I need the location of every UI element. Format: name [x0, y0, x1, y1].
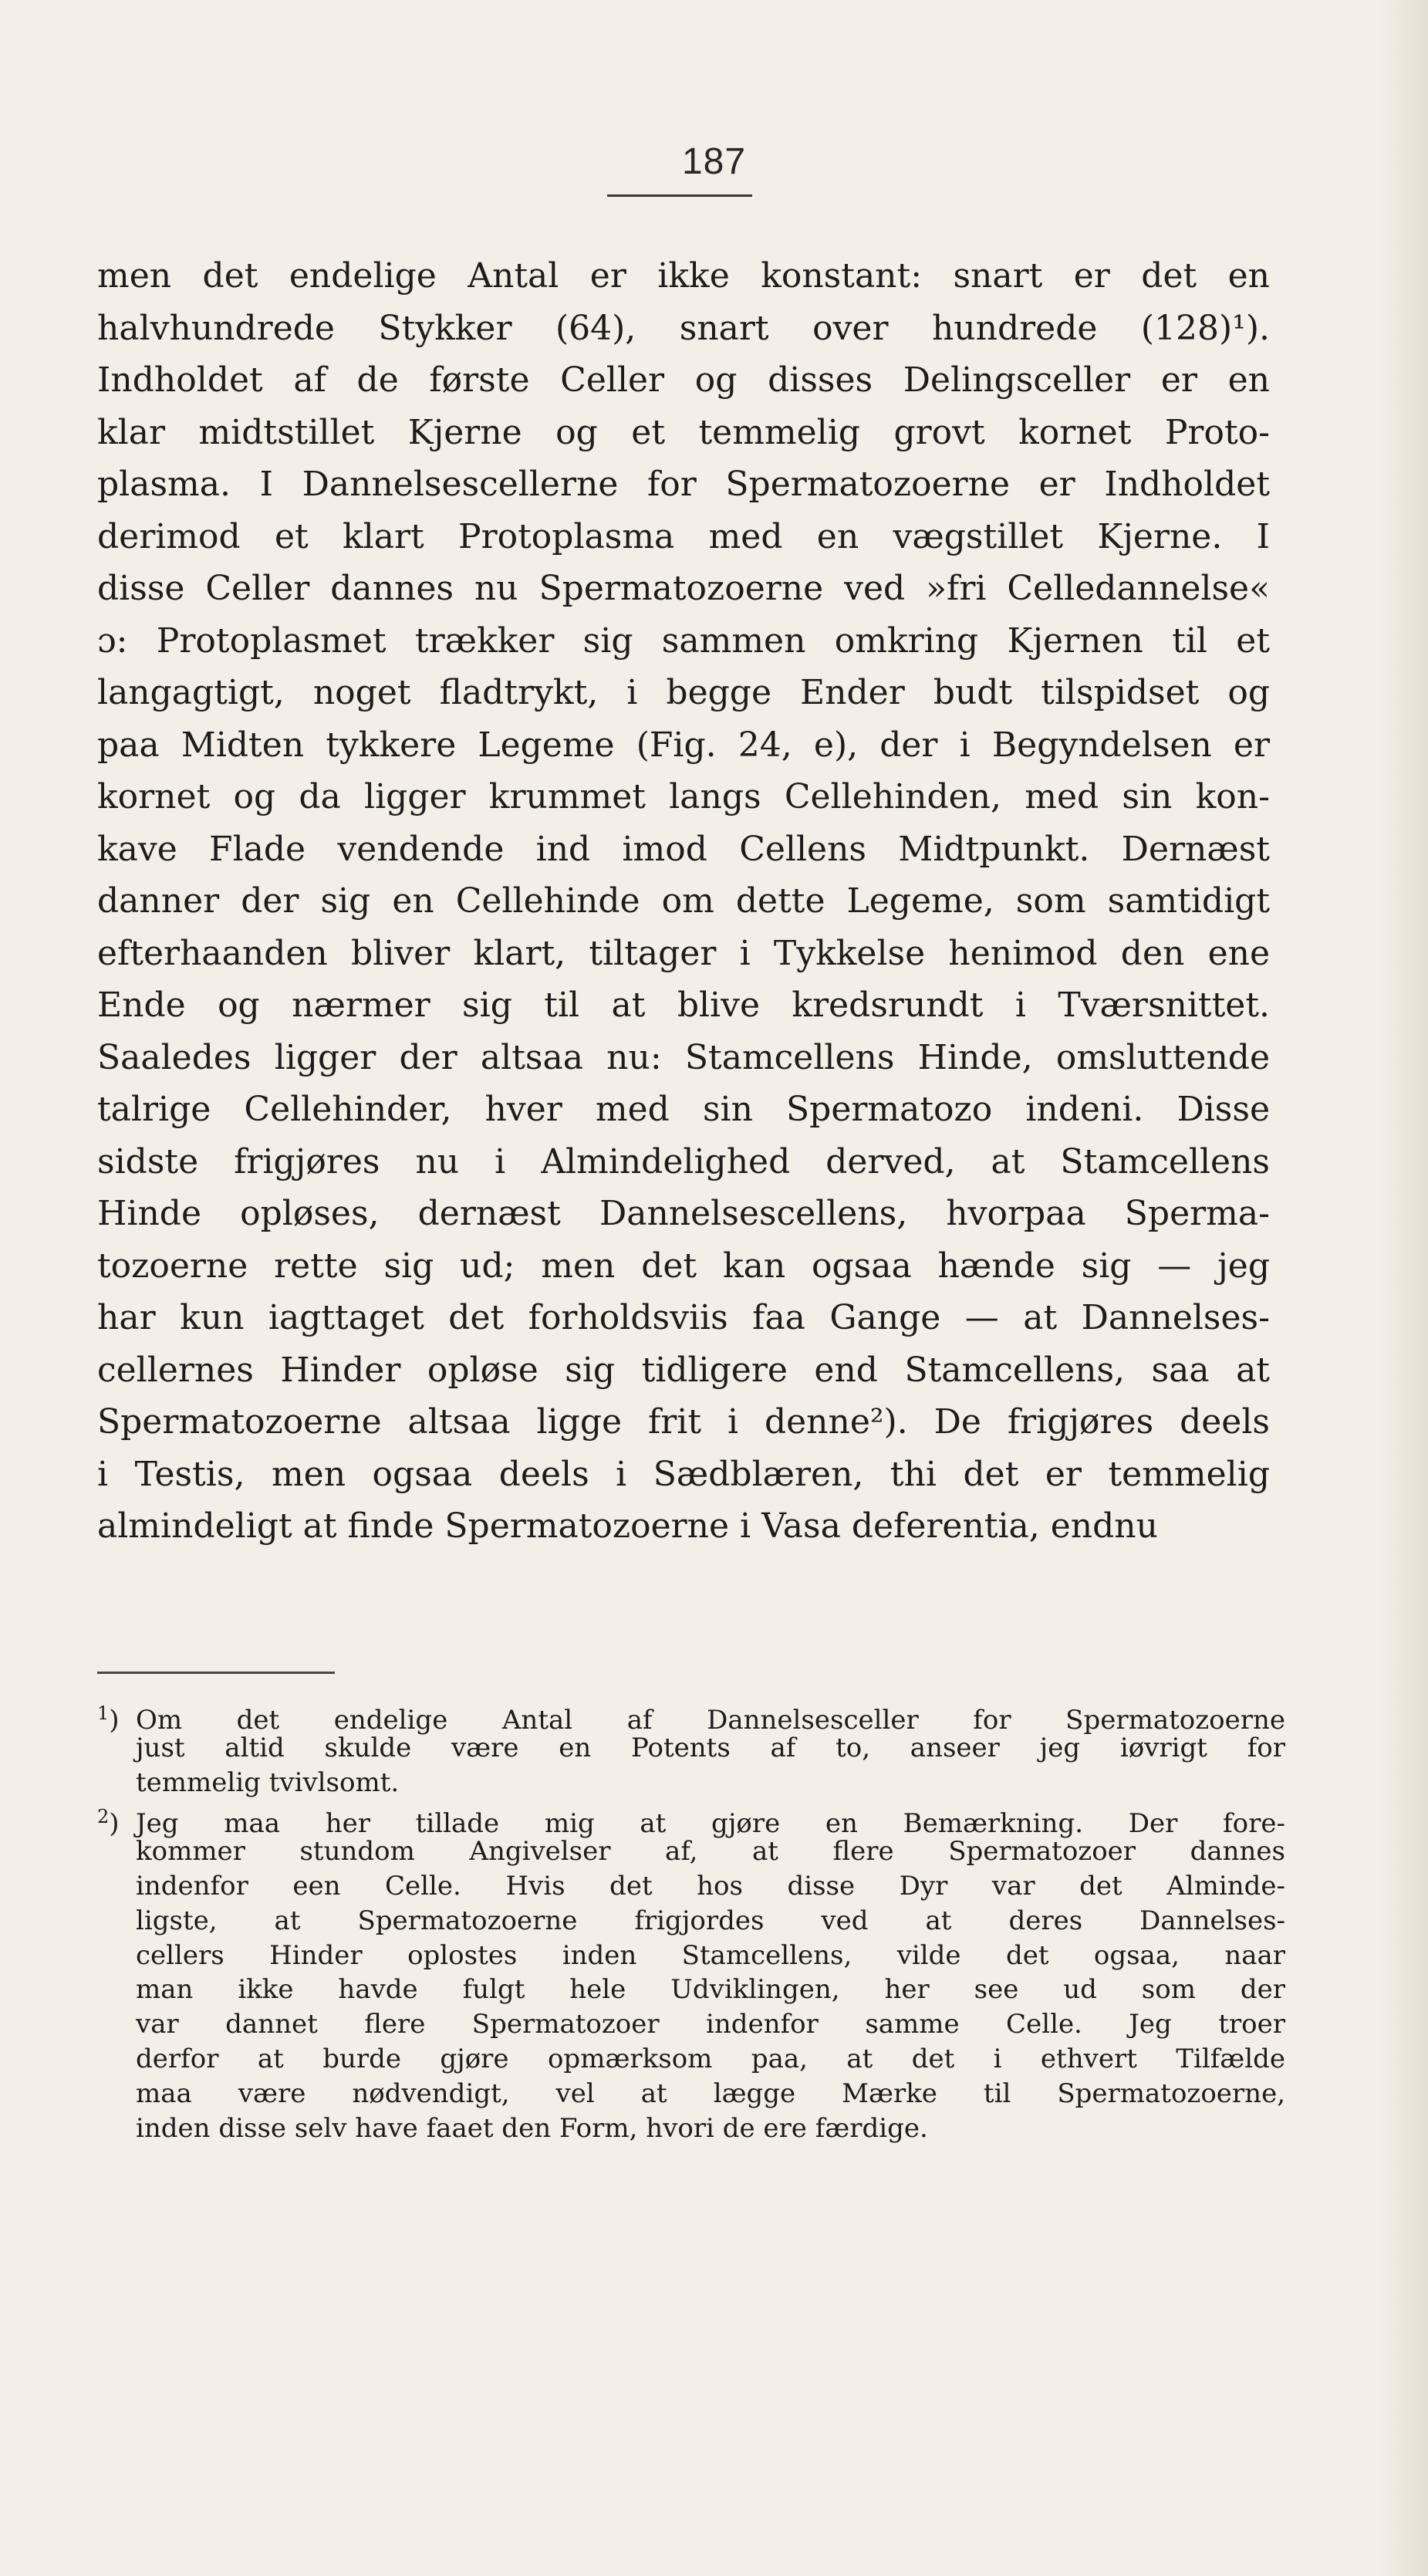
text-line: klar midtstillet Kjerne og et temmelig grovt kornet Proto- [97, 412, 1270, 452]
footnote-1-line: just altid skulde være en Potents af to, anseer jeg iøvrigt for [136, 1732, 1285, 1763]
text-line: tozoerne rette sig ud; men det kan ogsaa hænde sig — jeg [97, 1246, 1270, 1286]
text-line: disse Celler dannes nu Spermatozoerne ved »fri Celledannelse« [97, 569, 1270, 608]
footnote-text: Om det endelige Antal af Dannelsesceller for Spermatozoerne [136, 1705, 1285, 1736]
page-edge-shadow [1382, 0, 1428, 2576]
footnote-text: Jeg maa her tillade mig at gjøre en Bemærkning. Der fore- [136, 1808, 1285, 1840]
text-line: danner der sig en Cellehinde om dette Legeme, som samtidigt [97, 881, 1270, 921]
text-line: i Testis, men ogsaa deels i Sædblæren, thi det er temmelig [97, 1454, 1270, 1494]
footnote-2-line: var dannet flere Spermatozoer indenfor samme Celle. Jeg troer [136, 2009, 1285, 2040]
text-line: kave Flade vendende ind imod Cellens Midtpunkt. Dernæst [97, 829, 1270, 869]
footnote-marker: $^1$) [97, 1702, 120, 1736]
text-line: efterhaanden bliver klart, tiltager i Tykkelse henimod den ene [97, 933, 1270, 973]
text-line: cellernes Hinder opløse sig tidligere end Stamcellens, saa at [97, 1350, 1270, 1390]
page-number-underline [607, 194, 752, 197]
text-line: Indholdet af de første Celler og disses Delingsceller er en [97, 360, 1270, 400]
text-line: almindeligt at finde Spermatozoerne i Vasa deferentia, endnu [97, 1506, 1158, 1546]
text-line: ɔ: Protoplasmet trækker sig sammen omkring Kjernen til et [97, 620, 1270, 661]
text-line: talrige Cellehinder, hver med sin Spermatozo indeni. Disse [97, 1090, 1270, 1129]
footnote-2-line [97, 1800, 1285, 1840]
text-line: men det endelige Antal er ikke konstant: snart er det en [97, 256, 1270, 296]
footnote-2-line: man ikke havde fulgt hele Udviklingen, her see ud som der [136, 1974, 1285, 2006]
text-line: Hinde opløses, dernæst Dannelsescellens, hvorpaa Sperma- [97, 1194, 1270, 1233]
footnote-2-line: maa være nødvendigt, vel at lægge Mærke til Spermatozoerne, [136, 2077, 1285, 2109]
footnote-number: 1 [97, 1702, 110, 1724]
footnote-separator [97, 1672, 335, 1674]
page-number: 187 [681, 141, 747, 182]
footnotes [97, 1696, 1285, 2145]
text-line: plasma. I Dannelsescellerne for Spermatozoerne er Indholdet [97, 465, 1270, 504]
footnote-1-line [97, 1696, 1285, 1736]
footnote-marker: $^2$) [97, 1806, 120, 1840]
text-line: derimod et klart Protoplasma med en vægstillet Kjerne. I [97, 516, 1270, 556]
text-line: sidste frigjøres nu i Almindelighed derved, at Stamcellens [97, 1141, 1270, 1182]
footnote-2-line: indenfor een Celle. Hvis det hos disse Dyr var det Alminde- [136, 1870, 1285, 1902]
footnote-2-line: inden disse selv have faaet den Form, hvori de ere færdige. [136, 2112, 928, 2144]
text-line: har kun iagttaget det forholdsviis faa Gange — at Dannelses- [97, 1298, 1270, 1337]
main-text [97, 250, 1270, 1553]
footnote-2-line: cellers Hinder oplostes inden Stamcellens, vilde det ogsaa, naar [136, 1939, 1285, 1971]
text-line: Saaledes ligger der altsaa nu: Stamcellens Hinde, omsluttende [97, 1037, 1270, 1077]
footnote-2-line: derfor at burde gjøre opmærksom paa, at det i ethvert Tilfælde [136, 2043, 1285, 2074]
text-line: halvhundrede Stykker (64), snart over hundrede (128)¹). [97, 308, 1270, 348]
text-line: Spermatozoerne altsaa ligge frit i denne²). De frigjøres deels [97, 1402, 1270, 1442]
text-line: paa Midten tykkere Legeme (Fig. 24, e), der i Begyndelsen er [97, 725, 1270, 765]
footnote-2-line: kommer stundom Angivelser af, at flere Spermatozoer dannes [136, 1836, 1285, 1868]
footnote-2-line: ligste, at Spermatozoerne frigjordes ved at deres Dannelses- [136, 1905, 1285, 1936]
text-line: langagtigt, noget fladtrykt, i begge Ender budt tilspidset og [97, 673, 1270, 712]
footnote-1-line: temmelig tvivlsomt. [136, 1766, 400, 1798]
text-line: kornet og da ligger krummet langs Cellehinden, med sin kon- [97, 777, 1270, 816]
footnote-number: 2 [97, 1806, 110, 1828]
text-line: Ende og nærmer sig til at blive kredsrundt i Tværsnittet. [97, 985, 1270, 1025]
